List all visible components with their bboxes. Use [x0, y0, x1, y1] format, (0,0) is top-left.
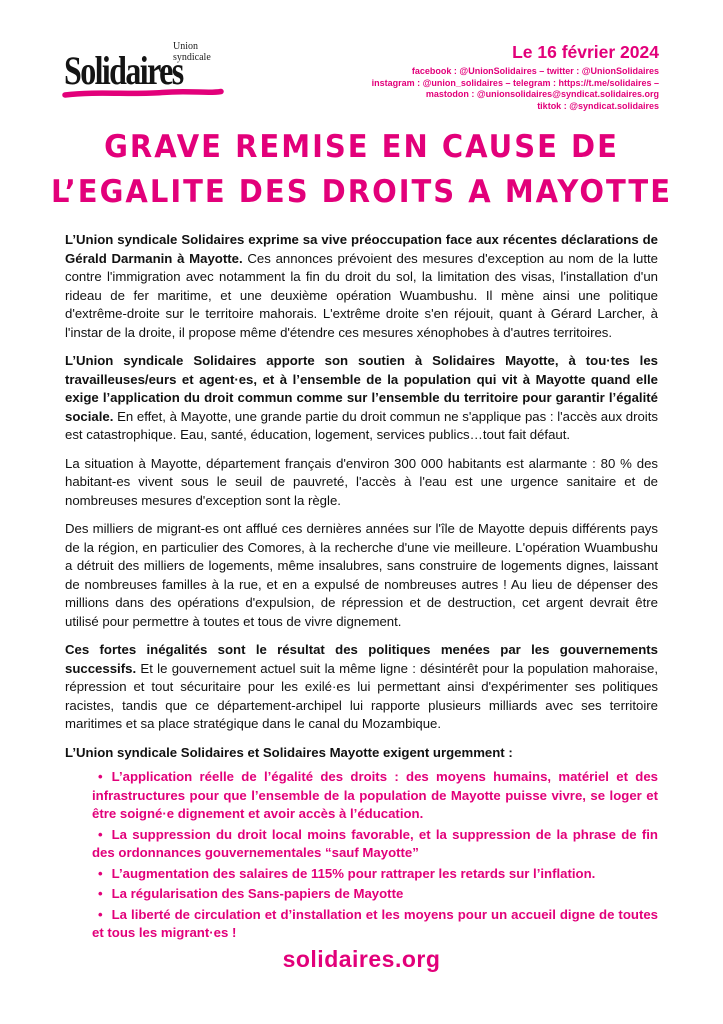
demand-item [65, 865, 658, 884]
logo-org-line1: Union [173, 41, 198, 52]
demand-item [65, 768, 658, 824]
bold-text-run: L’Union syndicale Solidaires apporte son soutien à Solidaires Mayotte, à tou·tes les travailleuses/eurs et agent·es, et à l’ensemble de la population qui vit à Mayotte quand elle exige l’application du droit commun comme sur l’ensemble du territoire pour garantir l’égalité sociale. [65, 353, 658, 424]
footer [0, 946, 723, 973]
demands-heading: L’Union syndicale Solidaires et Solidaires Mayotte exigent urgemment : [65, 744, 513, 760]
demand-text: L’application réelle de l’égalité des droits : des moyens humains, matériel et des infrastructures pour que l’ensemble de la population de Mayotte puisse vivre, se loger et être soigné·e dignement et avoir accès à l’éducation. [92, 769, 658, 821]
paragraph [65, 520, 658, 631]
demands-list [65, 768, 658, 943]
paragraph [65, 641, 658, 734]
bold-text-run: Ces fortes inégalités sont le résultat des politiques menées par les gouvernements successifs. [65, 642, 658, 676]
page-title [0, 124, 723, 214]
social-handle-line: tiktok : @syndicat.solidaires [537, 100, 659, 111]
logo-org-line2: syndicale [173, 52, 211, 63]
social-links [372, 66, 659, 112]
text-run: En effet, à Mayotte, une grande partie du droit commun ne s'applique pas : l'accès aux droits est catastrophique. Eau, santé, éducation, logement, services publics…tout fait défaut. [65, 408, 658, 442]
bullet-icon: • [98, 906, 103, 922]
demand-item [65, 906, 658, 943]
bullet-icon: • [98, 769, 103, 784]
text-run: La situation à Mayotte, département français d'environ 300 000 habitants est alarmante : 80 % des habitant-es vivent sous le seuil de pauvreté, l'accès à l'eau est une urgence sanitaire et de nombreuses mesures d'exception sont la règle. [65, 455, 658, 508]
text-run: Et le gouvernement actuel suit la même ligne : désintérêt pour la population mahoraise, répression et tout sécuritaire pour les exilé·es lui permettant ainsi d'expérimenter ses politiques racistes, tandis que ce département-archipel lui rapporte plusieurs milliards avec ses territoire maritimes et sa place stratégique dans le canal du Mozambique. [65, 660, 658, 731]
title-line-2: L’EGALITE DES DROITS A MAYOTTE [50, 172, 673, 210]
body-content [65, 231, 658, 945]
demand-text: La liberté de circulation et d’installation et les moyens pour un accueil digne de toutes et tous les migrant·es ! [92, 906, 658, 940]
solidaires-logo [64, 38, 284, 91]
bullet-icon: • [98, 826, 103, 842]
logo-underline-stroke [62, 87, 224, 99]
bold-text-run: L’Union syndicale Solidaires exprime sa vive préoccupation face aux récentes déclarations de Gérald Darmanin à Mayotte. [65, 232, 658, 266]
text-run: Des milliers de migrant-es ont afflué ces dernières années sur l'île de Mayotte depuis différents pays de la région, en particulier des Comores, à la recherche d'une vie meilleure. L'opération Wuambushu a détruit des milliers de logements, même insalubres, sans construire de logements dignes, laissant de nombreuses familles à la rue, et en a expulsé de nombreuses autres ! Au lieu de dépenser des millions dans des opérations d'expulsion, de répression et de destruction, cet argent devrait être utilisé pour permettre à toutes et tous de vivre dignement. [65, 521, 658, 629]
title-line-1: GRAVE REMISE EN CAUSE DE [104, 127, 619, 165]
text-run: Ces annonces prévoient des mesures d'exception au nom de la lutte contre l'immigration avec notamment la fin du droit du sol, la limitation des visas, l'installation d'un rideau de fer maritime, et une deuxième opération Wuambushu. Il mène ainsi une politique d'extrême-droite sur le territoire mahorais. L'extrême droite s'en réjouit, quant à Gérard Larcher, à l'instar de la droite, il propose même d'étendre ces mesures xénophobes à d'autres territoires. [65, 250, 658, 340]
bullet-icon: • [98, 865, 103, 881]
social-handle-line: instagram : @union_solidaires – telegram : https://t.me/solidaires – [371, 77, 659, 88]
bullet-icon: • [98, 886, 103, 901]
demand-text: L’augmentation des salaires de 115% pour rattraper les retards sur l’inflation. [111, 865, 596, 881]
logo-brand-text: Solidaires [64, 48, 183, 93]
paragraph [65, 352, 658, 445]
demand-item [65, 826, 658, 863]
paragraph [65, 455, 658, 511]
social-handle-line: facebook : @UnionSolidaires – twitter : @UnionSolidaires [411, 66, 659, 76]
demand-text: La suppression du droit local moins favorable, et la suppression de la phrase de fin des ordonnances gouvernementales “sauf Mayotte” [92, 826, 658, 860]
website-link: solidaires.org [282, 946, 441, 972]
demand-text: La régularisation des Sans-papiers de Mayotte [111, 886, 404, 901]
paragraph [65, 231, 658, 342]
demand-item [65, 885, 658, 904]
header-meta [372, 43, 659, 112]
paragraphs [65, 231, 658, 734]
date-text: Le 16 février 2024 [512, 42, 659, 62]
social-handle-line: mastodon : @unionsolidaires@syndicat.solidaires.org [425, 89, 659, 99]
